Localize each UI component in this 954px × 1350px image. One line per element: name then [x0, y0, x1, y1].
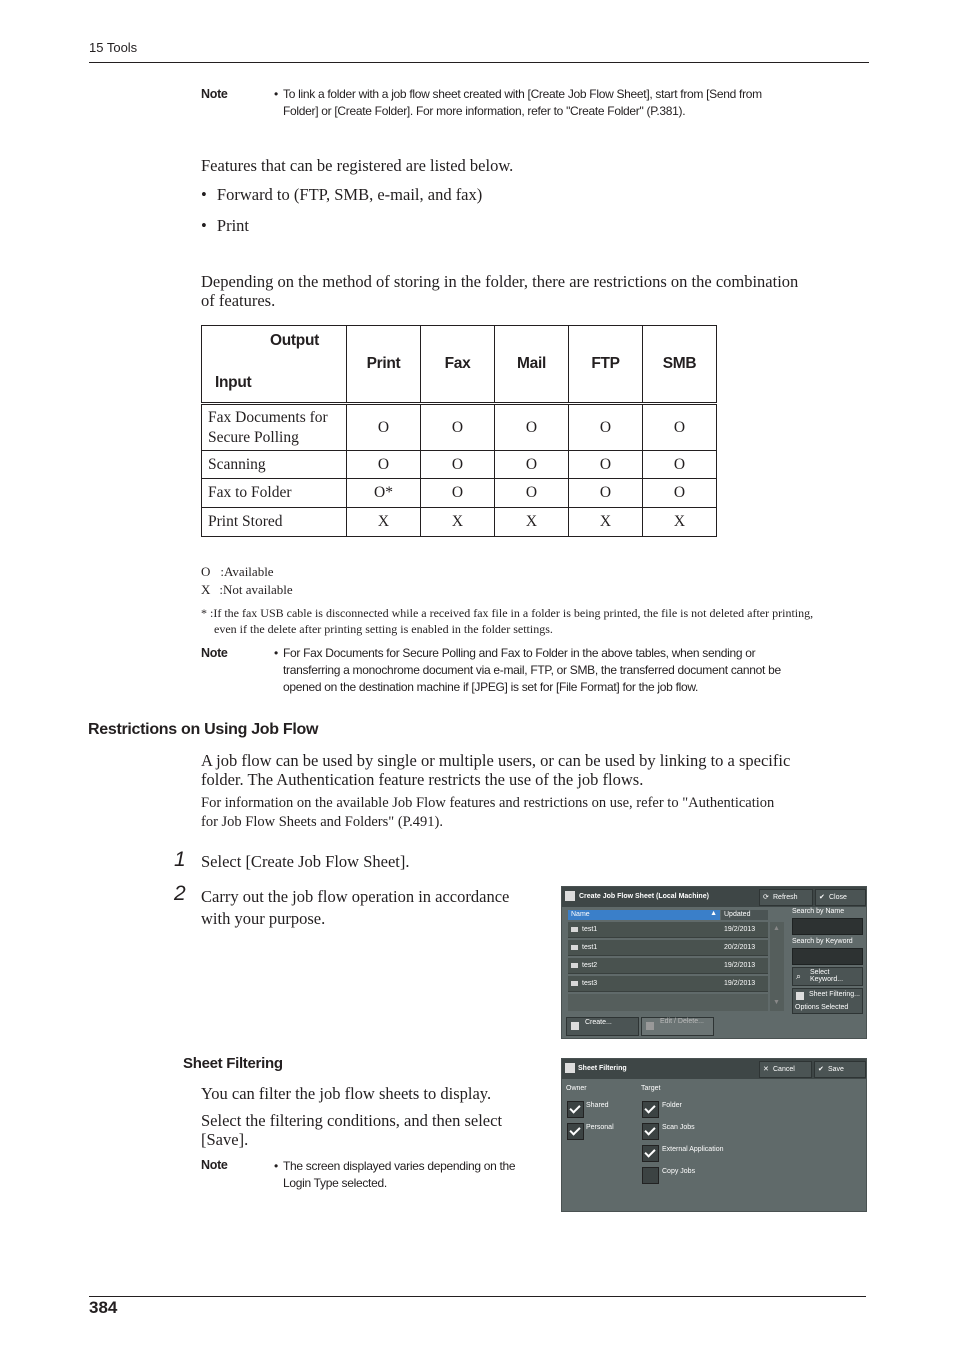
folder-checkbox[interactable]: [642, 1101, 659, 1118]
folder-icon: [571, 963, 578, 968]
scroll-up-icon: ▲: [773, 925, 780, 932]
owner-label: Owner: [566, 1085, 587, 1092]
screen-title: Sheet Filtering: [578, 1065, 627, 1072]
close-button[interactable]: ✔ Close: [815, 889, 866, 906]
features-intro: Features that can be registered are listed below.: [201, 156, 514, 175]
table-cell: O*: [347, 479, 421, 508]
cancel-button[interactable]: ✕ Cancel: [759, 1061, 812, 1078]
sort-up-icon: ▲: [710, 910, 717, 917]
section-heading: Restrictions on Using Job Flow: [88, 721, 319, 738]
restriction-paragraph: Depending on the method of storing in the folder, there are restrictions on the combination of features.: [201, 272, 799, 310]
table-cell: O: [569, 451, 643, 479]
row-label: Fax to Folder: [202, 479, 347, 508]
edit-delete-button[interactable]: Edit / Delete...: [641, 1017, 714, 1036]
chapter-header: 15 Tools: [89, 40, 138, 55]
search-by-keyword-input[interactable]: [792, 948, 863, 965]
updated-column-header[interactable]: Updated: [721, 910, 768, 920]
bullet-icon: •: [274, 1159, 278, 1173]
create-icon: [571, 1022, 579, 1030]
sheet-filtering-screen: Sheet Filtering ✕ Cancel ✔ Save Owner Target Shared Personal Folder Scan Jobs External Application Copy Jobs: [561, 1058, 867, 1212]
step-text: Carry out the job flow operation in accordance with your purpose.: [201, 887, 510, 928]
table-legend: O :Available X :Not available: [201, 564, 293, 597]
note-label: Note: [201, 646, 228, 660]
table-cell: O: [643, 404, 717, 451]
table-row: [202, 451, 717, 479]
feature-combination-table: [201, 325, 717, 537]
search-icon: ⌕: [796, 971, 802, 981]
save-button[interactable]: ✔ Save: [814, 1061, 866, 1078]
personal-checkbox[interactable]: [567, 1123, 584, 1140]
table-row: [202, 479, 717, 508]
folder-icon: [571, 945, 578, 950]
subsection-heading: Sheet Filtering: [183, 1055, 283, 1072]
filter-icon: [796, 992, 804, 1000]
note-text: • For Fax Documents for Secure Polling and Fax to Folder in the above tables, when sending or transferring a monochrome document via e-mail, FTP, or SMB, the transferred document cannot be opened on the destination machine if [JPEG] is set for [File Format] for the job flow.: [274, 646, 781, 694]
target-label: Target: [641, 1085, 661, 1092]
search-by-keyword-label: Search by Keyword: [792, 938, 853, 945]
sheet-filtering-paragraph: You can filter the job flow sheets to display.: [201, 1084, 492, 1103]
folder-icon: [571, 927, 578, 932]
table-cell: O: [643, 451, 717, 479]
bullet-icon: •: [274, 646, 278, 660]
bullet-icon: •: [274, 87, 278, 101]
table-cell: X: [643, 508, 717, 537]
step-text: Select [Create Job Flow Sheet].: [201, 852, 410, 871]
search-by-name-input[interactable]: [792, 918, 863, 935]
column-header: Print: [347, 326, 421, 404]
table-cell: X: [347, 508, 421, 537]
row-label: Fax Documents for Secure Polling: [202, 404, 347, 451]
table-cell: O: [347, 404, 421, 451]
screen-title: Create Job Flow Sheet (Local Machine): [579, 893, 709, 900]
folder-icon: [571, 981, 578, 986]
list-item[interactable]: test3 19/2/2013: [568, 976, 768, 992]
check-icon: ✔: [819, 894, 825, 901]
search-by-name-label: Search by Name: [792, 908, 845, 915]
note-label: Note: [201, 1158, 228, 1172]
list-item[interactable]: test1 20/2/2013: [568, 940, 768, 956]
scroll-down-icon: ▼: [773, 999, 780, 1006]
refresh-icon: ⟳: [763, 894, 769, 901]
table-header-row: [202, 326, 717, 404]
table-cell: X: [495, 508, 569, 537]
table-cell: O: [421, 404, 495, 451]
scrollbar[interactable]: [770, 922, 784, 1011]
bullet-icon: •: [201, 185, 207, 204]
name-column-header[interactable]: Name ▲: [568, 910, 720, 920]
column-header: SMB: [643, 326, 717, 404]
table-cell: O: [569, 479, 643, 508]
empty-list-area: [568, 994, 768, 1011]
scan-jobs-checkbox[interactable]: [642, 1123, 659, 1140]
column-header: Mail: [495, 326, 569, 404]
table-cell: O: [421, 479, 495, 508]
edit-icon: [646, 1022, 654, 1030]
select-keyword-button[interactable]: ⌕ Select Keyword...: [792, 967, 863, 986]
table-cell: O: [495, 404, 569, 451]
table-cell: O: [495, 451, 569, 479]
row-label: Scanning: [202, 451, 347, 479]
table-row: [202, 508, 717, 537]
step-number: 2: [174, 882, 186, 905]
refresh-button[interactable]: ⟳ Refresh: [759, 889, 813, 906]
bullet-icon: •: [201, 216, 207, 235]
create-job-flow-sheet-screen: [561, 886, 867, 1039]
column-header: FTP: [569, 326, 643, 404]
check-icon: ✔: [818, 1066, 824, 1073]
sheet-filtering-button[interactable]: Sheet Filtering... Options Selected: [792, 988, 863, 1014]
page-number: 384: [89, 1298, 118, 1317]
note-text: • To link a folder with a job flow sheet created with [Create Job Flow Sheet], start from [Send from Folder] or [Create Folder]. For more information, refer to "Create Folder" (P.381).: [274, 87, 762, 118]
row-label: Print Stored: [202, 508, 347, 537]
table-cell: X: [569, 508, 643, 537]
create-button[interactable]: Create...: [566, 1017, 639, 1036]
table-cell: O: [347, 451, 421, 479]
table-footnote: * :If the fax USB cable is disconnected while a received fax file in a folder is being printed, the file is not deleted after printing, even if the delete after printing setting is enabled in the folder settings.: [201, 606, 814, 636]
column-header: Fax: [421, 326, 495, 404]
list-item[interactable]: test2 19/2/2013: [568, 958, 768, 974]
diagonal-header-cell: Output Input: [202, 326, 347, 404]
table-cell: O: [643, 479, 717, 508]
table-cell: O: [569, 404, 643, 451]
copy-jobs-checkbox[interactable]: [642, 1167, 659, 1184]
filter-icon: [565, 1063, 575, 1073]
list-item[interactable]: test1 19/2/2013: [568, 922, 768, 938]
header-rule: [89, 62, 869, 63]
note-label: Note: [201, 87, 228, 101]
sheet-filtering-instruction: Select the filtering conditions, and then select [Save].: [201, 1111, 503, 1149]
feature-item: • Forward to (FTP, SMB, e-mail, and fax): [201, 185, 483, 204]
table-row: [202, 404, 717, 451]
job-flow-icon: [565, 891, 575, 901]
close-icon: ✕: [763, 1066, 769, 1073]
table-cell: O: [495, 479, 569, 508]
shared-checkbox[interactable]: [567, 1101, 584, 1118]
step-number: 1: [174, 848, 186, 871]
footer-rule: [89, 1296, 866, 1297]
feature-item: • Print: [201, 216, 249, 235]
section-reference: For information on the available Job Flow features and restrictions on use, refer to "Authentication for Job Flow Sheets and Folders" (P.491).: [201, 795, 775, 830]
external-application-checkbox[interactable]: [642, 1145, 659, 1162]
table-cell: X: [421, 508, 495, 537]
note-text: • The screen displayed varies depending on the Login Type selected.: [274, 1159, 516, 1190]
table-cell: O: [421, 451, 495, 479]
section-paragraph: A job flow can be used by single or multiple users, or can be used by linking to a specific folder. The Authentication feature restricts the use of the job flows.: [201, 751, 791, 789]
